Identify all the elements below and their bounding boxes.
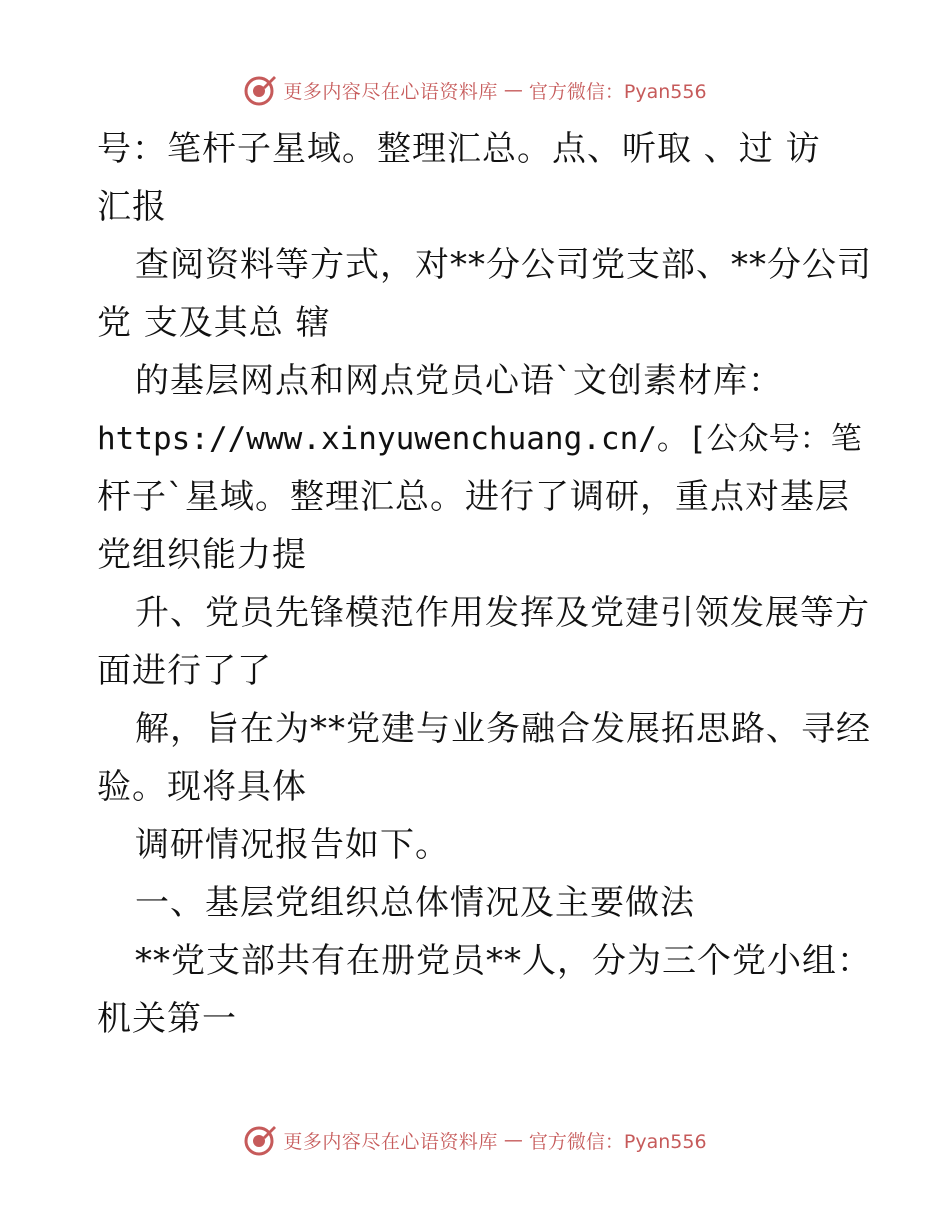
document-line: **党支部共有在册党员**人，分为三个党小组： [135, 941, 872, 981]
document-line: 解，旨在为**党建与业务融合发展拓思路、寻经 [135, 709, 871, 749]
banner-main-text: 更多内容尽在心语资料库 [283, 1130, 498, 1153]
banner-separator: — [503, 79, 523, 101]
banner-wechat-label: 官方微信：Pyan556 [528, 80, 707, 103]
footer-banner [0, 1120, 950, 1160]
banner-separator: — [503, 1129, 523, 1151]
document-line: https://www.xinyuwenchuang.cn/。[公众号：笔 [97, 421, 862, 457]
pen-logo-icon [243, 1123, 277, 1157]
pen-logo-icon [243, 73, 277, 107]
document-line: 汇报 [97, 187, 167, 227]
document-line: 调研情况报告如下。 [135, 825, 450, 865]
document-line: 机关第一 [97, 999, 237, 1039]
banner-main-text: 更多内容尽在心语资料库 [283, 80, 498, 103]
document-line: 面进行了了 [97, 651, 272, 691]
document-line: 的基层网点和网点党员心语`文创素材库： [135, 361, 783, 401]
document-line: 号：笔杆子星域。整理汇总。点、听取 、过 访 [97, 129, 821, 169]
document-line: 验。现将具体 [97, 767, 307, 807]
document-body [97, 120, 872, 1048]
document-line: 升、党员先锋模范作用发挥及党建引领发展等方 [135, 593, 870, 633]
document-line: 查阅资料等方式，对**分公司党支部、**分公司 [135, 245, 872, 285]
document-line: 党 支及其总 辖 [97, 303, 331, 343]
document-line: 一、基层党组织总体情况及主要做法 [135, 883, 695, 923]
header-banner [0, 70, 950, 110]
banner-wechat-label: 官方微信：Pyan556 [528, 1130, 707, 1153]
document-line: 党组织能力提 [97, 535, 307, 575]
document-line: 杆子`星域。整理汇总。进行了调研，重点对基层 [97, 477, 850, 517]
